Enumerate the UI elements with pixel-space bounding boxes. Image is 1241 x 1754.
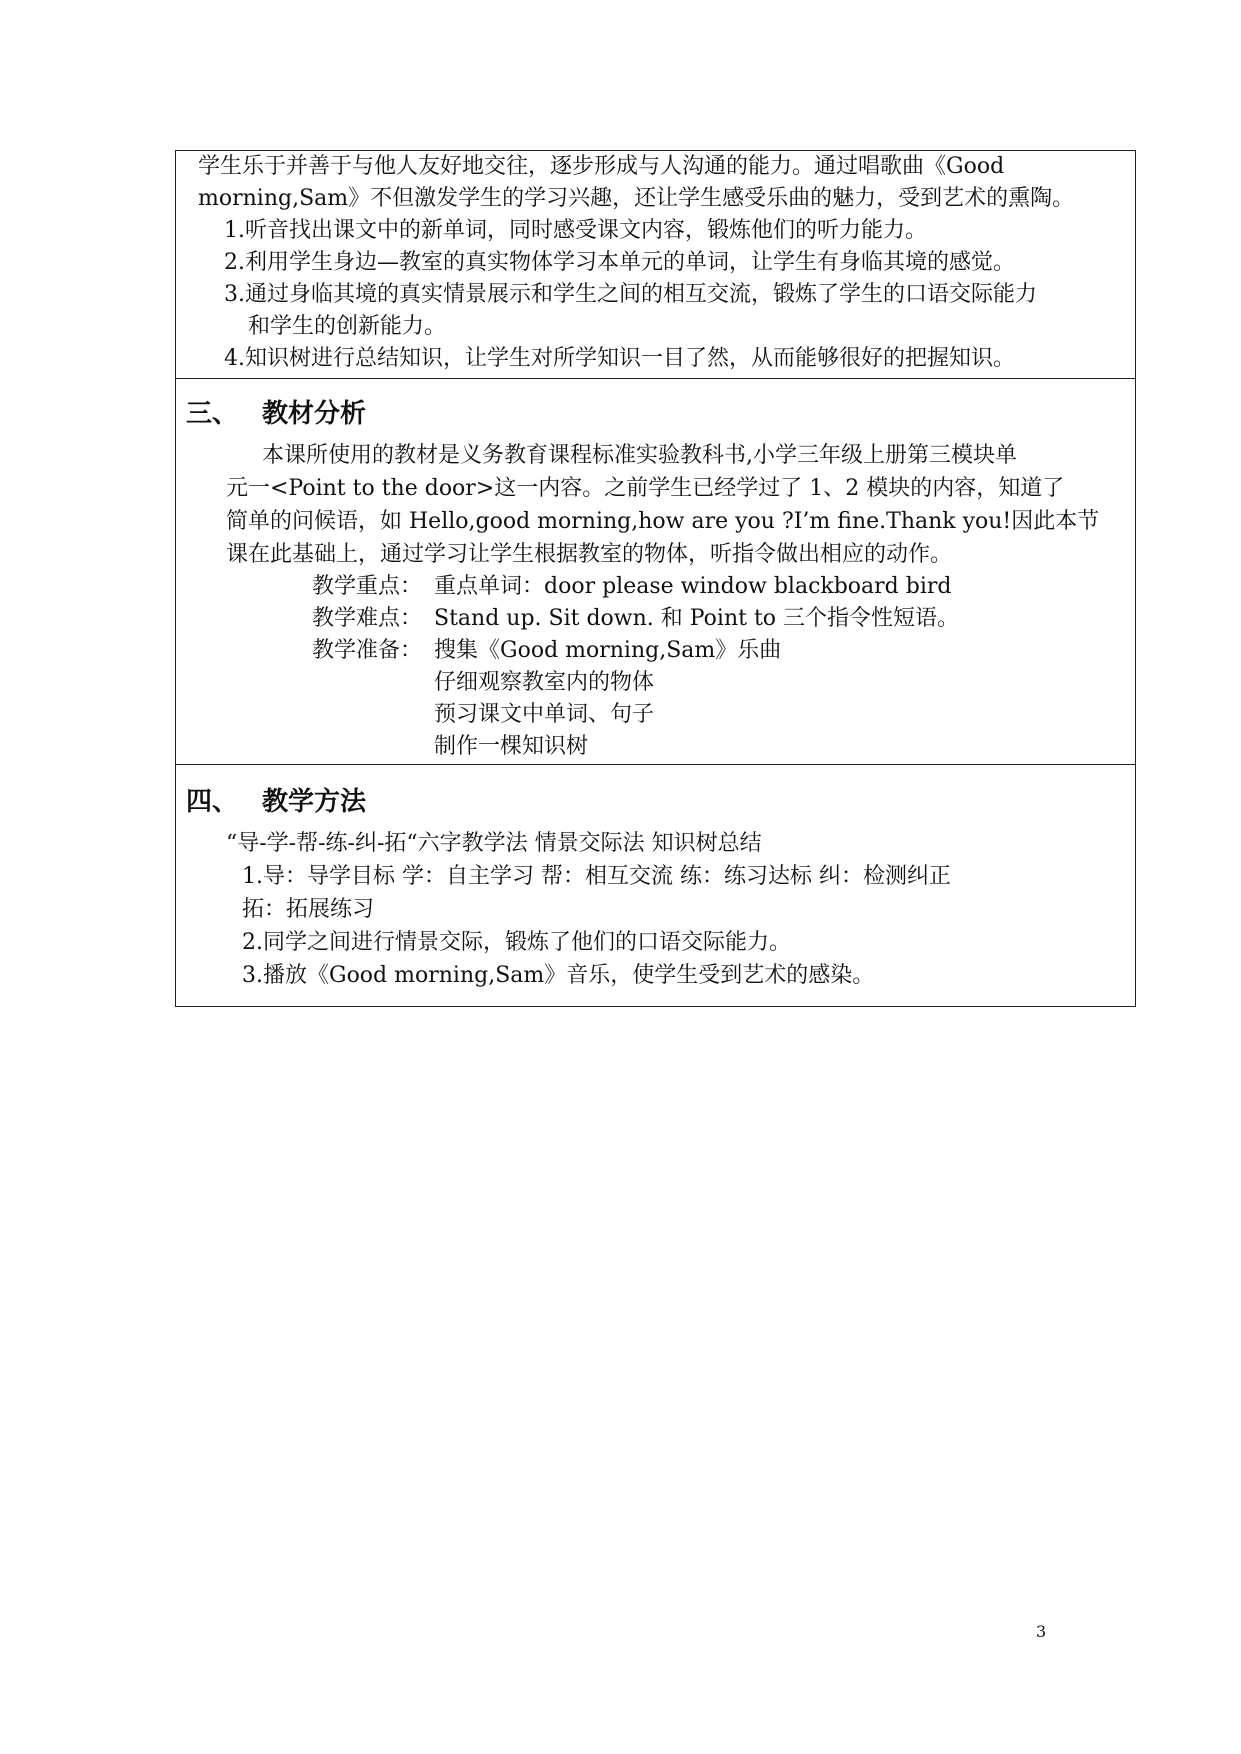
section-number: 三、	[186, 399, 239, 429]
difficulty-label: 教学难点：	[312, 606, 423, 631]
prep-item: 制作一棵知识树	[434, 734, 589, 759]
paragraph-line: “导-学-帮-练-纠-拓“六字教学法 情景交际法 知识树总结	[226, 831, 762, 856]
paragraph-line: 3.播放《Good morning,Sam》音乐，使学生受到艺术的感染。	[242, 963, 875, 988]
paragraph-line: 2.利用学生身边—教室的真实物体学习本单元的单词，让学生有身临其境的感觉。	[224, 250, 1015, 275]
paragraph-line: 简单的问候语，如 Hello,good morning,how are you ?I’m fine.Thank you!因此本节	[226, 509, 1100, 534]
paragraph-line: 1.导：导学目标 学：自主学习 帮：相互交流 练：练习达标 纠：检测纠正	[242, 864, 951, 889]
paragraph-line: morning,Sam》不但激发学生的学习兴趣，还让学生感受乐曲的魅力，受到艺术的熏陶。	[198, 186, 1075, 211]
difficulty: Stand up. Sit down. 和 Point to 三个指令性短语。	[434, 606, 960, 631]
paragraph-line: 课在此基础上，通过学习让学生根据教室的物体，听指令做出相应的动作。	[226, 542, 953, 567]
paragraph-line: 学生乐于并善于与他人友好地交往，逐步形成与人沟通的能力。通过唱歌曲《Good	[198, 154, 1005, 179]
paragraph-line: 1.听音找出课文中的新单词，同时感受课文内容，锻炼他们的听力能力。	[224, 218, 927, 243]
paragraph-line: 元一<Point to the door>这一内容。之前学生已经学过了 1、2 模块的内容，知道了	[226, 476, 1065, 501]
section-title: 教材分析	[262, 399, 367, 429]
paragraph-line: 3.通过身临其境的真实情景展示和学生之间的相互交流，锻炼了学生的口语交际能力	[224, 282, 1037, 307]
paragraph-line: 和学生的创新能力。	[248, 314, 447, 339]
section-title: 教学方法	[262, 787, 367, 817]
key-points-label: 教学重点：	[312, 574, 423, 599]
paragraph-line: 4.知识树进行总结知识，让学生对所学知识一目了然，从而能够很好的把握知识。	[224, 346, 1015, 371]
section-number: 四、	[186, 787, 239, 817]
paragraph-line: 2.同学之间进行情景交际，锻炼了他们的口语交际能力。	[242, 930, 791, 955]
prep-item: 预习课文中单词、句子	[434, 702, 655, 727]
row-divider	[176, 378, 1135, 379]
page-number: 3	[1036, 1622, 1047, 1641]
paragraph-line: 拓：拓展练习	[242, 897, 375, 922]
row-divider	[176, 764, 1135, 765]
prep-label: 教学准备：	[312, 638, 423, 663]
paragraph-line: 本课所使用的教材是义务教育课程标准实验教科书,小学三年级上册第三模块单	[262, 443, 1017, 468]
prep-item: 搜集《Good morning,Sam》乐曲	[434, 638, 782, 663]
prep-item: 仔细观察教室内的物体	[434, 670, 655, 695]
key-points: 重点单词：door please window blackboard bird	[434, 574, 952, 599]
